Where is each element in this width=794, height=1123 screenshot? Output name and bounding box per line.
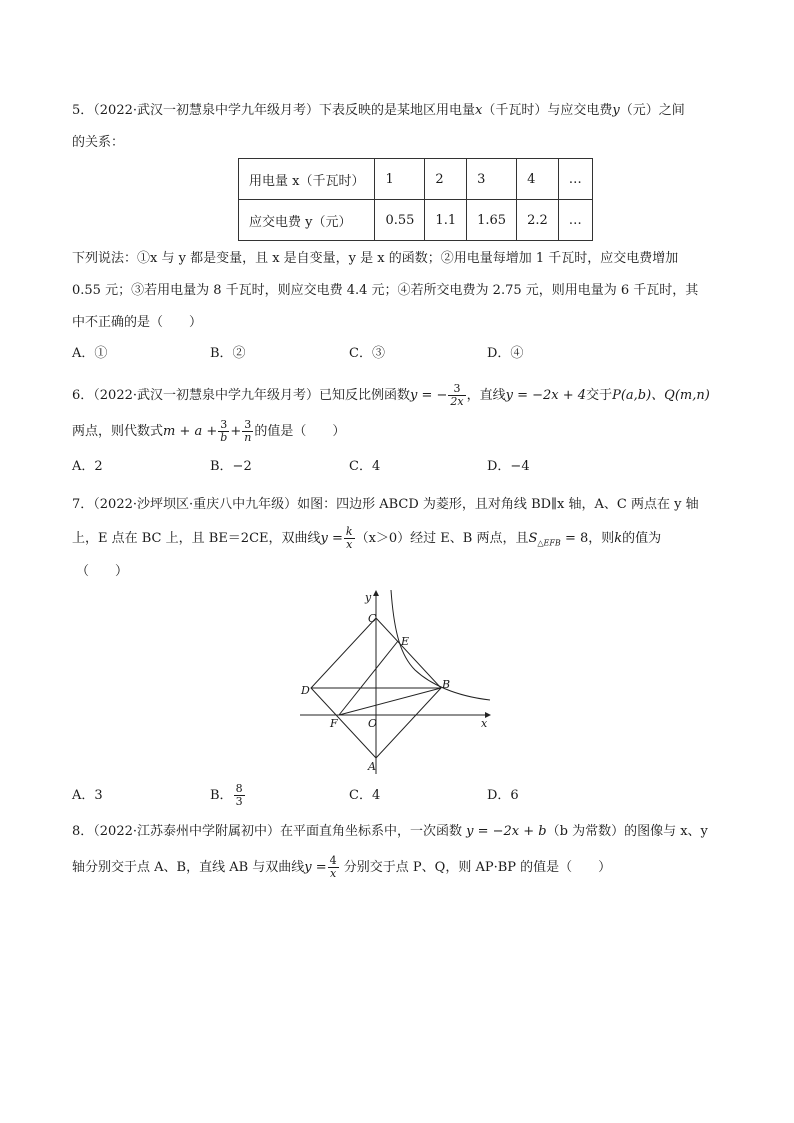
- table-cell: 应交电费 y（元）: [239, 200, 375, 241]
- q6-text-1a: 6．（2022·武汉一初慧泉中学九年级月考）已知反比例函数: [72, 388, 410, 403]
- segment-fe: [339, 641, 398, 715]
- q7-k-over-x-fraction: [344, 526, 355, 551]
- q7-option-d[interactable]: D．6: [487, 788, 519, 803]
- q5-line2: 的关系：: [72, 135, 125, 150]
- q6-option-b[interactable]: B．−2: [210, 459, 252, 474]
- table-cell: …: [558, 200, 592, 241]
- q6-option-a[interactable]: A．2: [72, 459, 103, 474]
- q8-text-1b: （b 为常数）的图像与 x、y: [546, 824, 708, 839]
- q5-data-table: [238, 158, 593, 241]
- q7-option-a[interactable]: A．3: [72, 788, 103, 803]
- q5-line3: 下列说法：①x 与 y 都是变量，且 x 是自变量，y 是 x 的函数；②用电量每增加 1 千瓦时，应交电费增加: [72, 251, 679, 266]
- q5-option-a[interactable]: A．①: [72, 346, 108, 361]
- q7-line2: [72, 524, 661, 559]
- table-cell: 3: [467, 159, 517, 200]
- fraction-denominator: n: [244, 431, 252, 444]
- table-cell: 4: [517, 159, 559, 200]
- q5-line4: 0.55 元；③若用电量为 8 千瓦时，则应交电费 4.4 元；④若所交电费为 2.75 元，则用电量为 6 千瓦时，其: [72, 283, 699, 298]
- table-cell: 1.1: [425, 200, 467, 241]
- label-y: y: [365, 591, 372, 604]
- q7-line3: （ ）: [76, 564, 129, 579]
- q7-area-symbol: S: [528, 531, 538, 546]
- q6-fraction-3-b: [218, 419, 229, 444]
- q5-option-c[interactable]: C．③: [349, 346, 385, 361]
- fraction-numerator: 3: [218, 419, 229, 432]
- q7-rhombus-figure: [295, 588, 495, 778]
- fraction-numerator: k: [345, 525, 353, 538]
- q7-option-b-fraction: [234, 783, 245, 808]
- q8-line1: [72, 822, 708, 842]
- q7-option-b-prefix: B．: [210, 788, 233, 803]
- q7-line1: 7．（2022·沙坪坝区·重庆八中九年级）如图：四边形 ABCD 为菱形，且对角线 BD∥x 轴，A、C 两点在 y 轴: [72, 497, 699, 512]
- q6-text-2a: 两点，则代数式: [72, 424, 164, 439]
- q5-var-x: x: [475, 103, 483, 118]
- fraction-numerator: 4: [329, 854, 337, 867]
- q7-area-subscript: △EFB: [537, 538, 561, 548]
- q8-text-1a: 8．（2022·江苏泰州中学附属初中）在平面直角坐标系中，一次函数: [72, 824, 462, 839]
- q6-expression: m + a +: [163, 424, 218, 439]
- label-c: C: [368, 612, 377, 625]
- q5-option-b[interactable]: B．②: [210, 346, 246, 361]
- table-cell: 1.65: [467, 200, 517, 241]
- table-cell: 用电量 x（千瓦时）: [239, 159, 375, 200]
- label-o: O: [368, 717, 378, 730]
- q6-text-1b: ，直线: [466, 388, 506, 403]
- q5-line1: [72, 101, 685, 121]
- segment-fb: [339, 688, 441, 715]
- q7-var-k: k: [614, 531, 623, 546]
- table-cell: 2.2: [517, 200, 559, 241]
- q8-text-2a: 轴分别交于点 A、B，直线 AB 与双曲线: [72, 860, 305, 875]
- q7-text-2b: （x＞0）经过 E、B 两点，且: [355, 531, 529, 546]
- fraction-denominator: b: [220, 431, 228, 444]
- q6-line-equation: y = −2x + 4: [505, 388, 587, 403]
- fraction-numerator: 3: [448, 383, 465, 396]
- q6-plus: +: [230, 424, 242, 439]
- q8-line2: [72, 853, 611, 883]
- q5-text-1: 5．（2022·武汉一初慧泉中学九年级月考）下表反映的是某地区用电量: [72, 103, 475, 118]
- q6-option-d[interactable]: D．−4: [487, 459, 530, 474]
- label-b: B: [442, 678, 451, 691]
- q7-text-2c: ，则: [588, 531, 615, 546]
- fraction-numerator: 3: [242, 419, 253, 432]
- fraction-denominator: 2x: [450, 395, 464, 408]
- q8-4-over-x-fraction: [328, 855, 339, 880]
- q5-text-1b: （千瓦时）与应交电费: [482, 103, 613, 118]
- q6-line2: [72, 418, 345, 446]
- q6-text-1c: 交于: [586, 388, 613, 403]
- q5-option-d[interactable]: D．④: [487, 346, 524, 361]
- table-cell: 0.55: [375, 200, 425, 241]
- fraction-numerator: 8: [235, 782, 243, 795]
- q7-option-b[interactable]: [210, 778, 246, 814]
- q7-area-value: = 8: [560, 531, 589, 546]
- fraction-denominator: x: [330, 867, 337, 880]
- q7-text-2a: 上，E 点在 BC 上，且 BE＝2CE，双曲线: [72, 531, 321, 546]
- q6-option-c[interactable]: C．4: [349, 459, 381, 474]
- q6-text-2b: 的值是（ ）: [254, 424, 346, 439]
- q6-line1: [72, 382, 710, 410]
- label-f: F: [330, 717, 338, 730]
- table-cell: 1: [375, 159, 425, 200]
- q8-equation: y = −2x + b: [466, 824, 547, 839]
- label-a: A: [368, 760, 376, 773]
- q8-text-2b: 分别交于点 P、Q，则 AP·BP 的值是（ ）: [343, 860, 612, 875]
- q6-func-lhs: y = −: [410, 388, 448, 403]
- q7-yeq: y =: [320, 531, 343, 546]
- fraction-denominator: 3: [235, 795, 243, 808]
- table-row: [239, 159, 593, 200]
- label-e: E: [401, 635, 410, 648]
- label-x: x: [481, 717, 488, 730]
- q6-points: P(a,b)、Q(m,n): [612, 388, 710, 403]
- q5-line5: 中不正确的是（ ）: [72, 315, 203, 330]
- q7-text-2d: 的值为: [622, 531, 662, 546]
- fraction-denominator: x: [346, 538, 353, 551]
- table-cell: 2: [425, 159, 467, 200]
- q5-var-y: y: [612, 103, 620, 118]
- table-cell: …: [558, 159, 592, 200]
- q6-func-fraction: [448, 383, 465, 408]
- q7-option-c[interactable]: C．4: [349, 788, 381, 803]
- q8-yeq: y =: [304, 860, 327, 875]
- q5-text-1c: （元）之间: [619, 103, 685, 118]
- y-axis-arrow-icon: [373, 590, 379, 596]
- label-d: D: [301, 684, 310, 697]
- table-row: [239, 200, 593, 241]
- q6-fraction-3-n: [242, 419, 253, 444]
